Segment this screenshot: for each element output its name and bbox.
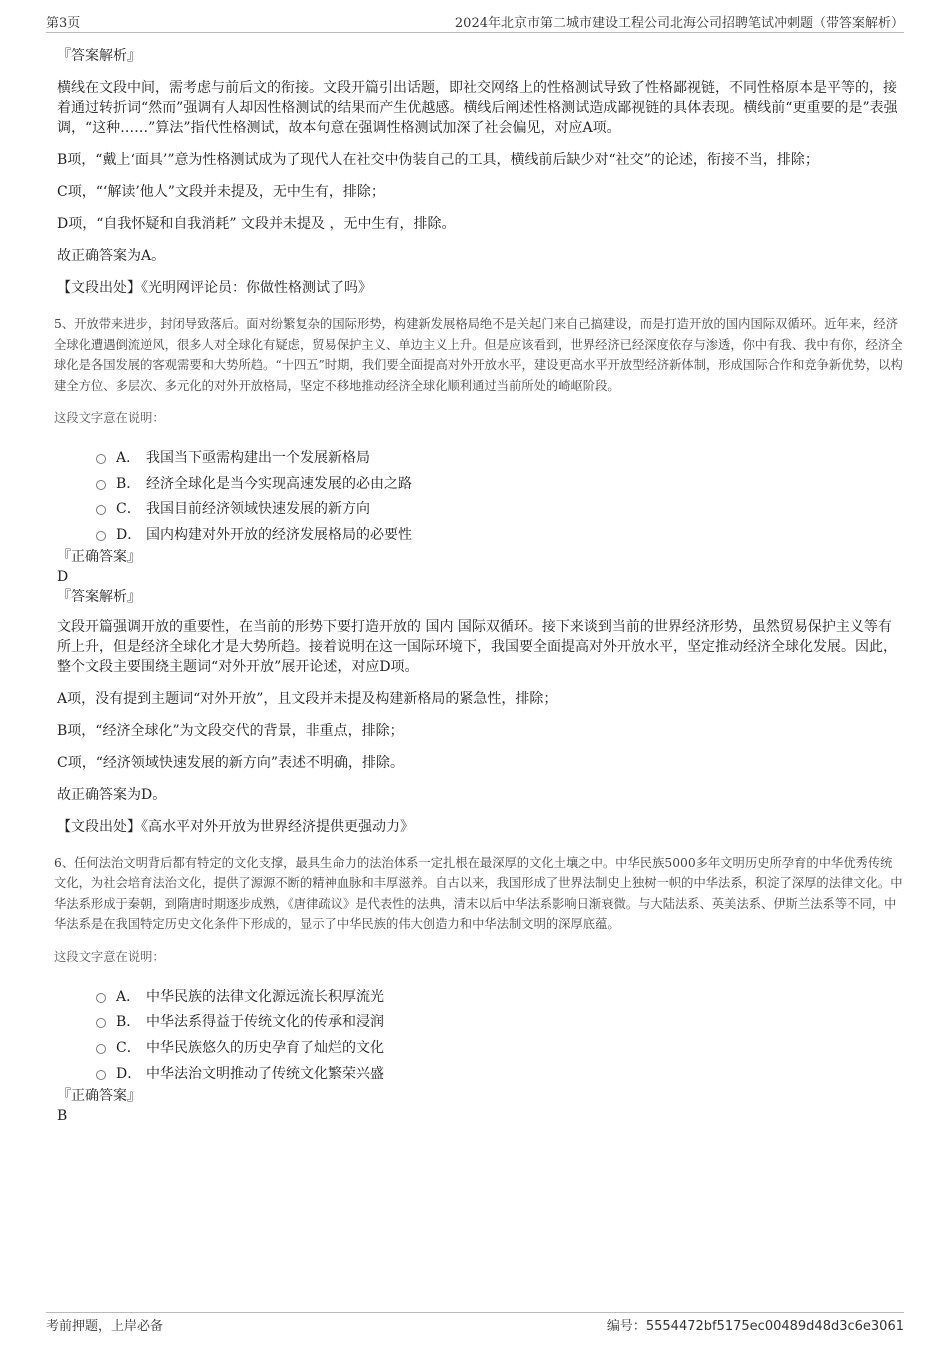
q5-analysis-para: C项，“经济领域快速发展的新方向”表述不明确，排除。 (57, 754, 405, 771)
page-content (46, 46, 904, 1126)
q4-analysis-para: D项，“自我怀疑和自我消耗” 文段并未提及 ，无中生有，排除。 (57, 216, 456, 232)
radio-icon[interactable] (96, 1070, 106, 1080)
q4-analysis-heading: 『答案解析』 (57, 48, 141, 64)
q5-prompt: 这段文字意在说明： (54, 411, 165, 425)
q5-analysis-para: A项，没有提到主题词“对外开放”，且文段并未提及构建新格局的紧急性，排除； (57, 690, 558, 707)
code-label: 编号： (606, 1318, 646, 1334)
page-header (46, 12, 904, 33)
q5-analysis-para: B项，“经济全球化”为文段交代的背景，非重点，排除； (57, 722, 404, 739)
option-text: 中华法治文明推动了传统文化繁荣兴盛 (146, 1065, 384, 1082)
radio-icon[interactable] (96, 505, 106, 515)
q4-analysis-para: B项，“戴上‘面具’”意为性格测试成为了现代人在社交中伪装自己的工具，横线前后缺少对“社交”的论述，衔接不当，排除； (57, 152, 819, 168)
option-text: 我国目前经济领域快速发展的新方向 (146, 501, 370, 518)
document-title: 2024年北京市第二城市建设工程公司北海公司招聘笔试冲刺题（带答案解析） (454, 16, 904, 31)
option-text: 中华法系得益于传统文化的传承和浸润 (146, 1014, 384, 1031)
option-label: B． (116, 475, 141, 492)
radio-icon[interactable] (96, 531, 106, 541)
page-number: 第3页 (46, 16, 81, 31)
option-label: A． (116, 449, 141, 466)
q5-option-b[interactable] (96, 470, 904, 496)
q6-option-b[interactable] (96, 1008, 904, 1034)
q4-analysis-para: C项，“‘解读’他人”文段并未提及，无中生有，排除； (57, 184, 385, 200)
q6-option-d[interactable] (96, 1060, 904, 1086)
radio-icon[interactable] (96, 1018, 106, 1028)
radio-icon[interactable] (96, 1044, 106, 1054)
q5-answer-heading: 『正确答案』 (57, 548, 141, 565)
q6-options (96, 983, 904, 1086)
option-text: 中华民族的法律文化源远流长积厚流光 (146, 988, 384, 1005)
q6-prompt: 这段文字意在说明： (54, 949, 165, 964)
q4-analysis (57, 78, 904, 298)
option-text: 经济全球化是当今实现高速发展的必由之路 (146, 475, 412, 492)
q6-option-a[interactable] (96, 983, 904, 1009)
option-text: 中华民族悠久的历史孕育了灿烂的文化 (146, 1039, 384, 1056)
q5-answer: D (57, 568, 69, 585)
option-label: A． (116, 988, 141, 1005)
q6-question-text: 6、任何法治文明背后都有特定的文化支撑，最具生命力的法治体系一定扎根在最深厚的文化土壤之中。中华民族5000多年文明历史所孕育的中华优秀传统文化，为社会培育法治文化，提供了源源不断的精神血脉和丰厚滋养。自古以来，我国形成了世界法制史上独树一帜的中华法系，积淀了深厚的法律文化。中华法系形成于秦朝，到隋唐时期逐步成熟，《唐律疏议》是代表性的法典，清末以后中华法系影响日渐衰微。与大陆法系、英美法系、伊斯兰法系等不同，中华法系是在我国特定历史文化条件下形成的，显示了中华民族的伟大创造力和中华法制文明的深厚底蕴。 (54, 855, 903, 932)
radio-icon[interactable] (96, 454, 106, 464)
radio-icon[interactable] (96, 993, 106, 1003)
q5-option-c[interactable] (96, 495, 904, 521)
q6-answer: B (57, 1107, 68, 1124)
option-label: C． (116, 501, 141, 518)
q5-analysis (57, 617, 904, 837)
q5-analysis-para: 故正确答案为D。 (57, 786, 167, 803)
q4-analysis-para: 横线在文段中间，需考虑与前后文的衔接。文段开篇引出话题，即社交网络上的性格测试导致了性格鄙视链，不同性格原本是平等的，接着通过转折词“然而”强调有人却因性格测试的结果而产生优越感。横线后阐述性格测试造成鄙视链的具体表现。横线前“更重要的是”表强调，“这种……”算法”指代性格测试，故本句意在强调性格测试加深了社会偏见，对应A项。 (57, 80, 898, 136)
q6-answer-heading: 『正确答案』 (57, 1087, 141, 1104)
option-label: D． (116, 1065, 142, 1082)
option-text: 我国当下亟需构建出一个发展新格局 (146, 449, 370, 466)
page-footer (46, 1312, 904, 1335)
q5-analysis-heading: 『答案解析』 (57, 588, 141, 605)
q4-analysis-para: 故正确答案为A。 (57, 248, 166, 264)
q5-source: 【文段出处】《高水平对外开放为世界经济提供更强动力》 (57, 818, 414, 835)
q5-option-a[interactable] (96, 444, 904, 470)
option-label: B． (116, 1014, 141, 1031)
q5-options (96, 444, 904, 547)
q5-option-d[interactable] (96, 521, 904, 547)
q4-source: 【文段出处】《光明网评论员：你做性格测试了吗》 (57, 280, 372, 296)
document-code (607, 1315, 904, 1334)
code-value: 5554472bf5175ec00489d48d3c6e3061 (645, 1318, 904, 1334)
option-label: D． (116, 526, 142, 543)
radio-icon[interactable] (96, 480, 106, 490)
option-label: C． (116, 1039, 141, 1056)
q5-question-text: 5、开放带来进步，封闭导致落后。面对纷繁复杂的国际形势，构建新发展格局绝不是关起门来自己搞建设，而是打造开放的国内国际双循环。近年来，经济全球化遭遇倒流逆风，很多人对全球化有疑虑，贸易保护主义、单边主义上升。但是应该看到，世界经济已经深度依存与渗透，你中有我、我中有你，经济全球化是各国发展的客观需要和大势所趋。“十四五”时期，我们要全面提高对外开放水平，建设更高水平开放型经济新体制，形成国际合作和竞争新优势，以构建全方位、多层次、多元化的对外开放格局，坚定不移地推动经济全球化顺利通过当前所处的崎岖阶段。 (54, 317, 903, 393)
q6-option-c[interactable] (96, 1034, 904, 1060)
q5-analysis-para: 文段开篇强调开放的重要性，在当前的形势下要打造开放的 国内 国际双循环。接下来谈到当前的世界经济形势，虽然贸易保护主义等有所上升，但是经济全球化才是大势所趋。接着说明在这一国际环境下，我国要全面提高对外开放水平，坚定推动经济全球化发展。因此，整个文段主要围绕主题词“对外开放”展开论述，对应D项。 (57, 618, 897, 675)
option-text: 国内构建对外开放的经济发展格局的必要性 (146, 526, 412, 543)
footer-slogan: 考前押题，上岸必备 (46, 1318, 164, 1334)
